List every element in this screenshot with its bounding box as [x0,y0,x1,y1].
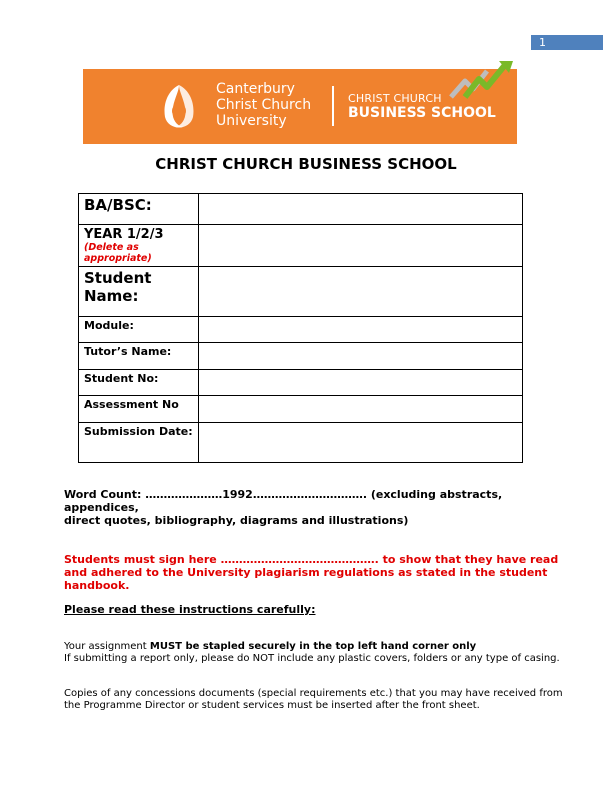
form-row-year [79,225,523,267]
form-label: YEAR 1/2/3 (Delete as appropriate) [79,225,199,267]
submission-date-field[interactable] [199,423,523,463]
form-label: Tutor’s Name: [79,343,199,370]
student-no-field[interactable] [199,370,523,396]
cover-sheet-form [78,193,523,463]
page-number: 1 [531,35,603,50]
student-name-field[interactable] [199,267,523,317]
form-label: Submission Date: [79,423,199,463]
assessment-no-field[interactable] [199,396,523,423]
form-row-assessment [79,396,523,423]
business-school-name: CHRIST CHURCH BUSINESS SCHOOL [348,92,496,121]
degree-field[interactable] [199,194,523,225]
form-label: BA/BSC: [79,194,199,225]
form-row-submission-date [79,423,523,463]
form-row-student-no [79,370,523,396]
module-field[interactable] [199,317,523,343]
growth-arrows-icon [443,59,518,99]
instructions-heading: Please read these instructions carefully: [64,603,316,616]
form-label: Module: [79,317,199,343]
form-label: Student No: [79,370,199,396]
university-name: Canterbury Christ Church University [216,81,312,129]
stapling-instructions: Your assignment MUST be stapled securely in the top left hand corner only If submitting a report only, please do NOT include any plastic covers, folders or any type of casing. [64,641,560,664]
concessions-instructions: Copies of any concessions documents (special requirements etc.) that you may have received from the Programme Director or student services must be inserted after the front sheet. [64,688,563,711]
form-row-degree [79,194,523,225]
form-label: Student Name: [79,267,199,317]
word-count: Word Count: …………………1992…………………………. (excluding abstracts, appendices, direct quotes, bibliography, diagrams and illustrations) [64,488,503,527]
page-title: CHRIST CHURCH BUSINESS SCHOOL [155,155,457,173]
form-row-tutor [79,343,523,370]
banner-divider [332,86,334,126]
year-field[interactable] [199,225,523,267]
form-row-student-name [79,267,523,317]
form-row-module [79,317,523,343]
tutor-name-field[interactable] [199,343,523,370]
plagiarism-notice: Students must sign here ……………………………………. to show that they have read and adhered to the University plagiarism regulations as stated in the student handbook. [64,553,559,592]
header-banner [83,69,517,144]
form-label: Assessment No [79,396,199,423]
university-logo-icon [157,81,201,131]
delete-note: (Delete as appropriate) [84,242,152,264]
